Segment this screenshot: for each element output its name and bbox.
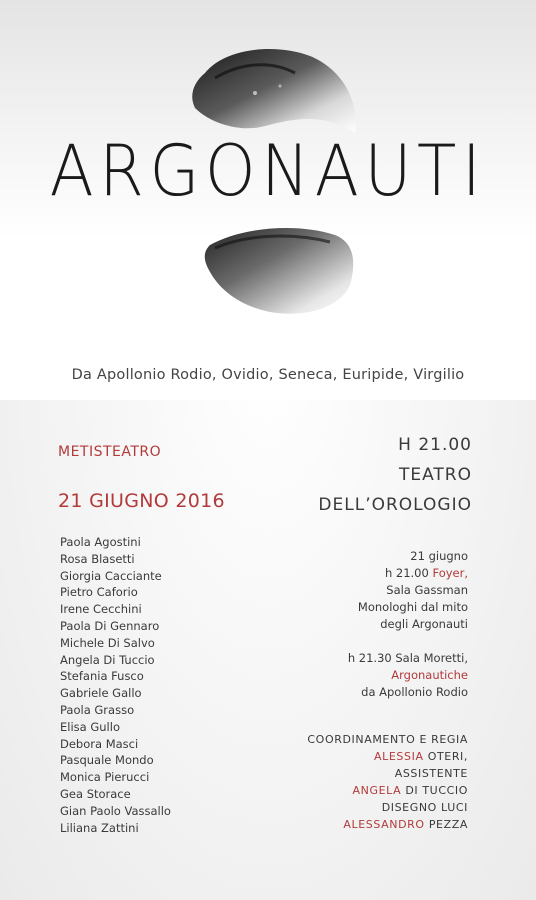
poster-title: ARGONAUTI bbox=[49, 130, 487, 212]
program-first-room: Sala Gassman bbox=[386, 583, 468, 597]
credit-assistant bbox=[307, 782, 468, 799]
cast-member: Paola Grasso bbox=[60, 702, 135, 717]
cast-member: Paola Di Gennaro bbox=[60, 618, 160, 633]
credit-direction-label: COORDINAMENTO E REGIA bbox=[307, 733, 468, 746]
program-day: 21 giugno bbox=[410, 549, 468, 563]
program-second-source: da Apollonio Rodio bbox=[361, 685, 468, 699]
venue-time: H 21.00 bbox=[398, 435, 472, 455]
poster-subtitle: Da Apollonio Rodio, Ovidio, Seneca, Euripide, Virgilio bbox=[71, 367, 465, 383]
cast-member: Gea Storace bbox=[60, 786, 131, 801]
program-block bbox=[348, 548, 468, 701]
program-first-place: Foyer, bbox=[432, 566, 468, 580]
cast-member: Angela Di Tuccio bbox=[60, 652, 155, 667]
cast-member: Pasquale Mondo bbox=[60, 753, 154, 768]
cast-member: Debora Masci bbox=[60, 736, 139, 751]
credit-assistant-label: ASSISTENTE bbox=[394, 767, 468, 780]
program-first-title-1: Monologhi dal mito bbox=[357, 600, 468, 614]
credit-assistant-first: ANGELA bbox=[352, 784, 402, 797]
credit-assistant-last: DI TUCCIO bbox=[405, 784, 468, 797]
cast-member: Michele Di Salvo bbox=[60, 635, 155, 650]
cast-member: Pietro Caforio bbox=[60, 585, 138, 600]
program-first-time: h 21.00 bbox=[384, 566, 429, 580]
program-spacer bbox=[348, 633, 468, 650]
venue-block bbox=[318, 430, 472, 520]
credit-lighting-first: ALESSANDRO bbox=[343, 818, 425, 831]
credit-director-last: OTERI, bbox=[427, 750, 468, 763]
credits-block bbox=[307, 731, 468, 833]
cast-member: Paola Agostini bbox=[60, 535, 141, 549]
cast-member: Monica Pierucci bbox=[60, 770, 150, 785]
credit-director-first: ALESSIA bbox=[374, 750, 424, 763]
cast-member: Gabriele Gallo bbox=[60, 686, 142, 701]
program-second-title: Argonautiche bbox=[391, 668, 468, 682]
company-name: METISTEATRO bbox=[58, 444, 162, 460]
cast-member: Gian Paolo Vassallo bbox=[60, 803, 171, 818]
credit-lighting-last: PEZZA bbox=[428, 818, 468, 831]
cast-member: Elisa Gullo bbox=[60, 719, 120, 734]
credit-lighting bbox=[307, 816, 468, 833]
cast-member: Rosa Blasetti bbox=[60, 551, 135, 566]
cast-member: Irene Cecchini bbox=[60, 602, 142, 617]
stone-fragment-bottom-image bbox=[195, 220, 360, 320]
venue-name-line2: DELL’OROLOGIO bbox=[318, 495, 472, 515]
program-second-time-place: h 21.30 Sala Moretti, bbox=[347, 651, 468, 665]
program-first-title-2: degli Argonauti bbox=[380, 617, 468, 631]
credit-lighting-label: DISEGNO LUCI bbox=[381, 801, 468, 814]
program-first-slot bbox=[348, 565, 468, 582]
cast-member: Liliana Zattini bbox=[60, 820, 139, 835]
venue-name-line1: TEATRO bbox=[398, 465, 472, 485]
credit-director bbox=[307, 748, 468, 765]
cast-list bbox=[60, 534, 171, 836]
cast-member: Stefania Fusco bbox=[60, 669, 144, 684]
cast-member: Giorgia Cacciante bbox=[60, 568, 162, 583]
event-date: 21 GIUGNO 2016 bbox=[58, 490, 225, 512]
